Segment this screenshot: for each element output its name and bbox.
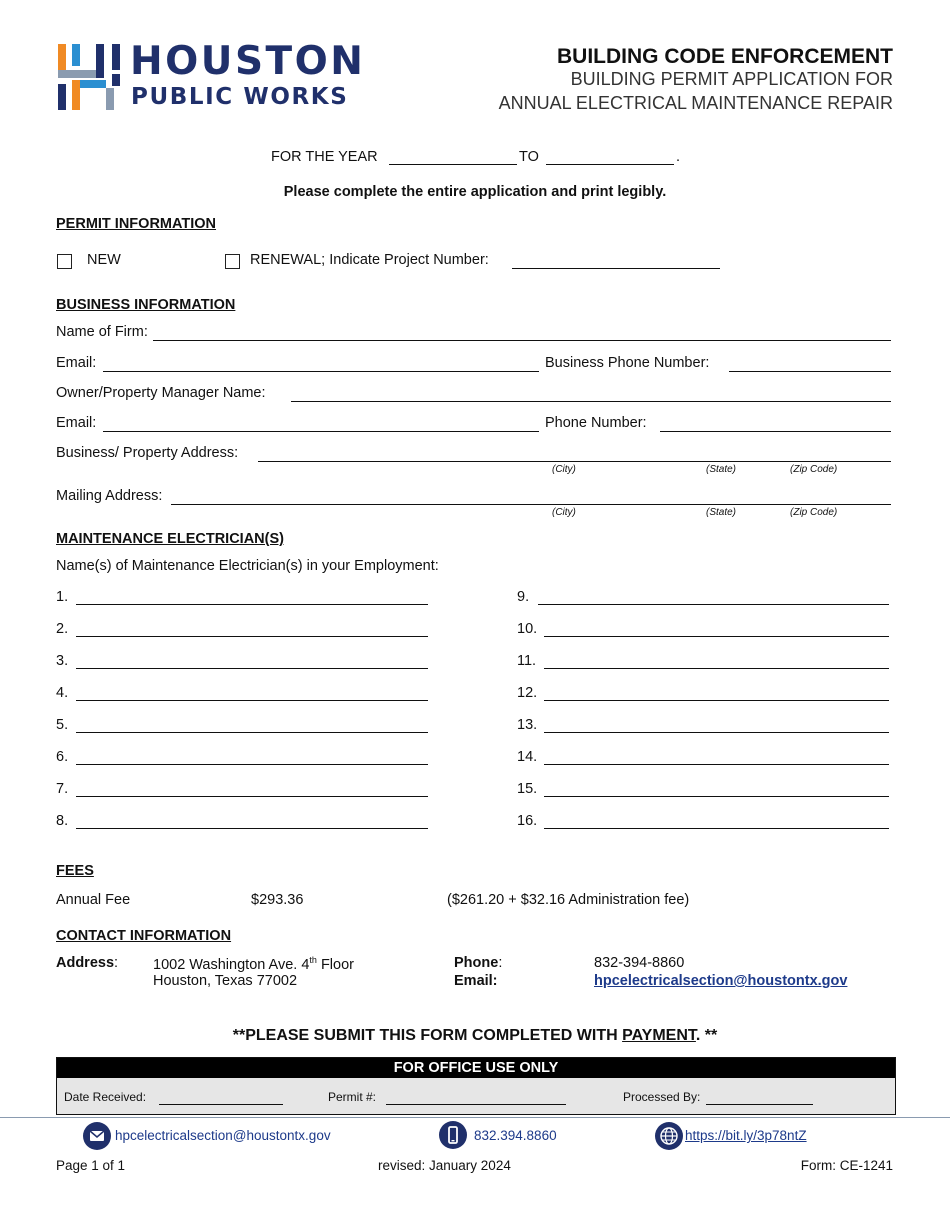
office-use-title: FOR OFFICE USE ONLY xyxy=(57,1058,895,1078)
electrician-number: 15. xyxy=(517,781,538,797)
electricians-section-title: MAINTENANCE ELECTRICIAN(S) xyxy=(56,531,284,547)
electrician-number: 6. xyxy=(56,749,69,765)
houston-logo-mark xyxy=(58,44,122,110)
electrician-number: 8. xyxy=(56,813,69,829)
electrician-6-field[interactable] xyxy=(76,764,428,765)
contact-section-title: CONTACT INFORMATION xyxy=(56,928,232,944)
electrician-number: 9. xyxy=(517,589,530,605)
electrician-number: 16. xyxy=(517,813,538,829)
renewal-label: RENEWAL; Indicate Project Number: xyxy=(250,252,489,268)
firm-name-label: Name of Firm: xyxy=(56,324,148,340)
email-label: Email: xyxy=(56,355,97,371)
address-state-hint: (State) xyxy=(706,464,737,475)
revised-date: revised: January 2024 xyxy=(378,1158,511,1173)
annual-fee-amount: $293.36 xyxy=(251,892,304,908)
new-checkbox[interactable] xyxy=(57,254,72,269)
footer-url-link[interactable]: https://bit.ly/3p78ntZ xyxy=(685,1128,807,1143)
address-colon: : xyxy=(114,955,119,971)
electrician-4-field[interactable] xyxy=(76,700,428,701)
electrician-12-field[interactable] xyxy=(544,700,889,701)
contact-email-link[interactable]: hpcelectricalsection@houstontx.gov xyxy=(594,973,848,989)
address-line1-text: 1002 Washington Ave. 4 xyxy=(153,956,310,973)
address-city-hint: (City) xyxy=(552,464,576,475)
business-section-title: BUSINESS INFORMATION xyxy=(56,297,236,313)
permit-section-title: PERMIT INFORMATION xyxy=(56,216,217,232)
electrician-2-field[interactable] xyxy=(76,636,428,637)
form-number: Form: CE-1241 xyxy=(800,1158,893,1173)
date-received-label: Date Received: xyxy=(64,1090,147,1104)
year-label: FOR THE YEAR xyxy=(271,149,378,165)
electrician-8-field[interactable] xyxy=(76,828,428,829)
project-number-field[interactable] xyxy=(512,268,720,269)
footer-email-link[interactable]: hpcelectricalsection@houstontx.gov xyxy=(115,1128,331,1143)
electrician-number: 5. xyxy=(56,717,69,733)
phone-number-field[interactable] xyxy=(660,431,891,432)
mailing-state-hint: (State) xyxy=(706,507,737,518)
owner-name-field[interactable] xyxy=(291,401,891,402)
email-field[interactable] xyxy=(103,371,539,372)
electrician-11-field[interactable] xyxy=(544,668,889,669)
contact-phone: 832-394-8860 xyxy=(594,955,685,971)
office-use-box xyxy=(56,1057,896,1115)
electrician-number: 11. xyxy=(517,653,537,669)
contact-phone-label xyxy=(454,955,502,971)
property-address-label: Business/ Property Address: xyxy=(56,445,239,461)
mailing-zip-hint: (Zip Code) xyxy=(790,507,838,518)
contact-address-line2: Houston, Texas 77002 xyxy=(153,973,298,989)
electrician-number: 10. xyxy=(517,621,538,637)
permit-number-field[interactable] xyxy=(386,1104,566,1105)
fees-section-title: FEES xyxy=(56,863,94,879)
electrician-16-field[interactable] xyxy=(544,828,889,829)
business-phone-label: Business Phone Number: xyxy=(545,355,710,371)
annual-fee-label: Annual Fee xyxy=(56,892,131,908)
address-zip-hint: (Zip Code) xyxy=(790,464,838,475)
phone-number-label: Phone Number: xyxy=(545,415,647,431)
processed-by-field[interactable] xyxy=(706,1104,813,1105)
electrician-number: 3. xyxy=(56,653,69,669)
electrician-number: 14. xyxy=(517,749,538,765)
instruction-text: Please complete the entire application and print legibly. xyxy=(283,184,667,200)
year-period: . xyxy=(676,149,681,165)
electrician-15-field[interactable] xyxy=(544,796,889,797)
electrician-number: 7. xyxy=(56,781,69,797)
globe-icon xyxy=(655,1122,683,1150)
electricians-prompt: Name(s) of Maintenance Electrician(s) in your Employment: xyxy=(56,558,439,574)
mailing-city-hint: (City) xyxy=(552,507,576,518)
date-received-field[interactable] xyxy=(159,1104,283,1105)
address-label xyxy=(56,955,118,971)
owner-email-field[interactable] xyxy=(103,431,539,432)
electrician-1-field[interactable] xyxy=(76,604,428,605)
owner-email-label: Email: xyxy=(56,415,97,431)
address-label-text: Address xyxy=(56,955,115,971)
contact-email-label: Email: xyxy=(454,973,498,989)
form-subtitle-1: BUILDING PERMIT APPLICATION FOR xyxy=(570,69,893,89)
phone-icon xyxy=(439,1121,467,1149)
address-line1-post: Floor xyxy=(316,956,354,973)
business-phone-field[interactable] xyxy=(729,371,891,372)
submit-note-post: . ** xyxy=(695,1027,718,1044)
fee-breakdown: ($261.20 + $32.16 Administration fee) xyxy=(447,892,690,908)
electrician-number: 13. xyxy=(517,717,538,733)
electrician-5-field[interactable] xyxy=(76,732,428,733)
electrician-13-field[interactable] xyxy=(544,732,889,733)
electrician-number: 12. xyxy=(517,685,538,701)
electrician-number: 2. xyxy=(56,621,69,637)
address-superscript: th xyxy=(309,955,317,965)
electrician-number: 1. xyxy=(56,589,69,605)
department-title: BUILDING CODE ENFORCEMENT xyxy=(557,45,893,68)
footer-phone-link[interactable]: 832.394.8860 xyxy=(474,1128,557,1143)
electrician-7-field[interactable] xyxy=(76,796,428,797)
phone-colon: : xyxy=(498,955,503,971)
contact-address-line1 xyxy=(153,955,354,973)
electrician-10-field[interactable] xyxy=(544,636,889,637)
owner-name-label: Owner/Property Manager Name: xyxy=(56,385,266,401)
processed-by-label: Processed By: xyxy=(623,1090,701,1104)
year-to-label: TO xyxy=(519,149,539,165)
electrician-number: 4. xyxy=(56,685,69,701)
form-subtitle-2: ANNUAL ELECTRICAL MAINTENANCE REPAIR xyxy=(498,93,893,113)
electrician-3-field[interactable] xyxy=(76,668,428,669)
property-address-field[interactable] xyxy=(258,461,891,462)
mailing-address-field[interactable] xyxy=(171,504,891,505)
logo-houston-text: HOUSTON xyxy=(130,39,366,84)
renewal-checkbox[interactable] xyxy=(225,254,240,269)
logo-public-works-text: PUBLIC WORKS xyxy=(131,84,349,110)
new-label: NEW xyxy=(87,252,121,268)
submit-note-keyword: PAYMENT xyxy=(622,1027,696,1044)
footer-divider xyxy=(0,1117,950,1118)
firm-name-field[interactable] xyxy=(153,340,891,341)
submit-note-pre: **PLEASE SUBMIT THIS FORM COMPLETED WITH xyxy=(232,1027,623,1044)
mailing-address-label: Mailing Address: xyxy=(56,488,163,504)
phone-label-text: Phone xyxy=(454,955,499,971)
submit-note xyxy=(0,1027,950,1045)
electrician-14-field[interactable] xyxy=(544,764,889,765)
electrician-9-field[interactable] xyxy=(538,604,889,605)
year-to-field[interactable] xyxy=(546,164,674,165)
page-number: Page 1 of 1 xyxy=(56,1158,126,1173)
permit-number-label: Permit #: xyxy=(328,1090,377,1104)
email-icon xyxy=(83,1122,111,1150)
year-from-field[interactable] xyxy=(389,164,517,165)
